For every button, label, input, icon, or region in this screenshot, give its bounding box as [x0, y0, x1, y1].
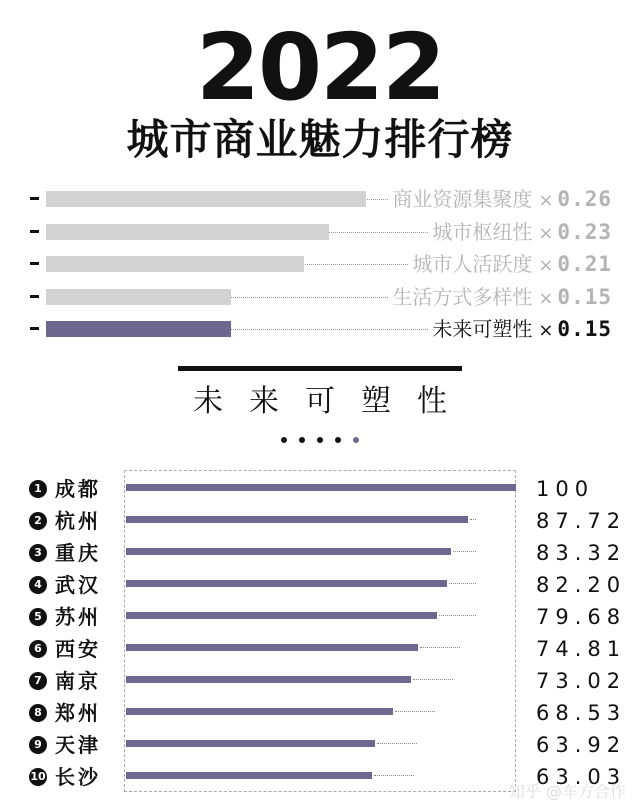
dimension-row: [0, 184, 640, 214]
rank-badge: 5: [29, 608, 47, 626]
city-label: 郑州: [55, 701, 101, 725]
dimension-label: [428, 217, 612, 247]
dimension-name: 商业资源集聚度: [392, 187, 533, 211]
city-label: 武汉: [55, 573, 101, 597]
table-row: [0, 600, 640, 632]
dimension-weight: 0.26: [557, 187, 612, 211]
dimension-weight: 0.23: [557, 219, 612, 244]
pager-dot: [281, 437, 287, 443]
dimension-bar: [46, 224, 329, 240]
data-label: 63.92: [536, 733, 627, 757]
bar: [126, 580, 447, 587]
pager-dot: [317, 437, 323, 443]
dotted-leader: [439, 615, 476, 616]
dimension-row: [0, 282, 640, 312]
rank-badge: 3: [29, 544, 47, 562]
table-row: [0, 536, 640, 568]
data-label: 83.32: [536, 541, 627, 565]
city-label: 长沙: [55, 765, 101, 789]
city-label: 苏州: [55, 605, 101, 629]
bar: [126, 772, 372, 779]
multiply-sign: ×: [538, 190, 554, 211]
data-label: 74.81: [536, 637, 627, 661]
rank-badge: 6: [29, 640, 47, 658]
city-label: 西安: [55, 637, 101, 661]
dotted-leader: [374, 775, 414, 776]
dimension-label: [408, 249, 612, 279]
rank-badge: 2: [29, 512, 47, 530]
bar: [126, 644, 418, 651]
section-rule: [178, 366, 462, 371]
dash-marker: [30, 230, 39, 233]
page-title: 城市商业魅力排行榜: [126, 115, 514, 164]
dimension-weight: 0.15: [557, 284, 612, 309]
data-label: 68.53: [536, 701, 627, 725]
multiply-sign: ×: [538, 287, 554, 309]
dimension-bar: [46, 191, 366, 207]
dimension-bar: [46, 289, 231, 305]
dimension-row: [0, 314, 640, 344]
rank-badge: 9: [29, 736, 47, 754]
table-row: [0, 728, 640, 760]
rank-badge: 10: [29, 768, 47, 786]
table-row: [0, 472, 640, 504]
dimension-bar: [46, 256, 304, 272]
rank-badge: 1: [29, 480, 47, 498]
dimension-weight: 0.15: [557, 317, 612, 341]
table-row: [0, 696, 640, 728]
dotted-leader: [395, 711, 435, 712]
dimension-label: [388, 184, 612, 214]
bar: [126, 484, 516, 491]
dimension-weight: 0.21: [557, 252, 612, 276]
bar: [126, 708, 393, 715]
pager-dot: [335, 437, 341, 443]
dash-marker: [30, 327, 39, 330]
city-label: 南京: [55, 669, 101, 693]
dimension-name: 未来可塑性: [432, 317, 533, 341]
bar: [126, 548, 451, 555]
multiply-sign: ×: [538, 320, 554, 341]
dimension-row: [0, 249, 640, 279]
dimension-name: 城市枢纽性: [432, 219, 533, 244]
section-title: 未来可塑性: [193, 384, 473, 419]
pager-dot-active: [353, 437, 359, 443]
dash-marker: [30, 262, 39, 265]
bar: [126, 740, 375, 747]
rank-badge: 8: [29, 704, 47, 722]
city-label: 天津: [55, 733, 101, 757]
dimension-label: [388, 282, 612, 312]
city-label: 杭州: [55, 509, 101, 533]
data-label: 73.02: [536, 669, 627, 693]
year-title: 2022: [195, 14, 445, 121]
dimension-name: 生活方式多样性: [392, 284, 533, 309]
city-label: 成都: [55, 477, 101, 501]
pager-dot: [299, 437, 305, 443]
bar: [126, 612, 437, 619]
dimension-label: [428, 314, 612, 344]
city-label: 重庆: [55, 541, 101, 565]
dotted-leader: [449, 583, 476, 584]
table-row: [0, 632, 640, 664]
data-label: 100: [536, 477, 595, 501]
dotted-leader: [420, 647, 460, 648]
table-row: [0, 568, 640, 600]
dash-marker: [30, 197, 39, 200]
table-row: [0, 504, 640, 536]
data-label: 82.20: [536, 573, 627, 597]
dotted-leader: [377, 743, 417, 744]
pager-dots: [0, 428, 640, 444]
dimension-row: [0, 217, 640, 247]
dotted-leader: [413, 679, 453, 680]
multiply-sign: ×: [538, 255, 554, 276]
rank-badge: 7: [29, 672, 47, 690]
bar: [126, 516, 468, 523]
data-label: 87.72: [536, 509, 627, 533]
dotted-leader: [470, 519, 476, 520]
bar: [126, 676, 411, 683]
dimension-name: 城市人活跃度: [412, 252, 533, 276]
data-label: 63.03: [536, 765, 627, 789]
dotted-leader: [453, 551, 476, 552]
dimension-bar: [46, 321, 231, 337]
data-label: 79.68: [536, 605, 627, 629]
dash-marker: [30, 295, 39, 298]
watermark: 知乎 @车方合作: [508, 782, 626, 801]
multiply-sign: ×: [538, 222, 554, 244]
table-row: [0, 664, 640, 696]
rank-badge: 4: [29, 576, 47, 594]
